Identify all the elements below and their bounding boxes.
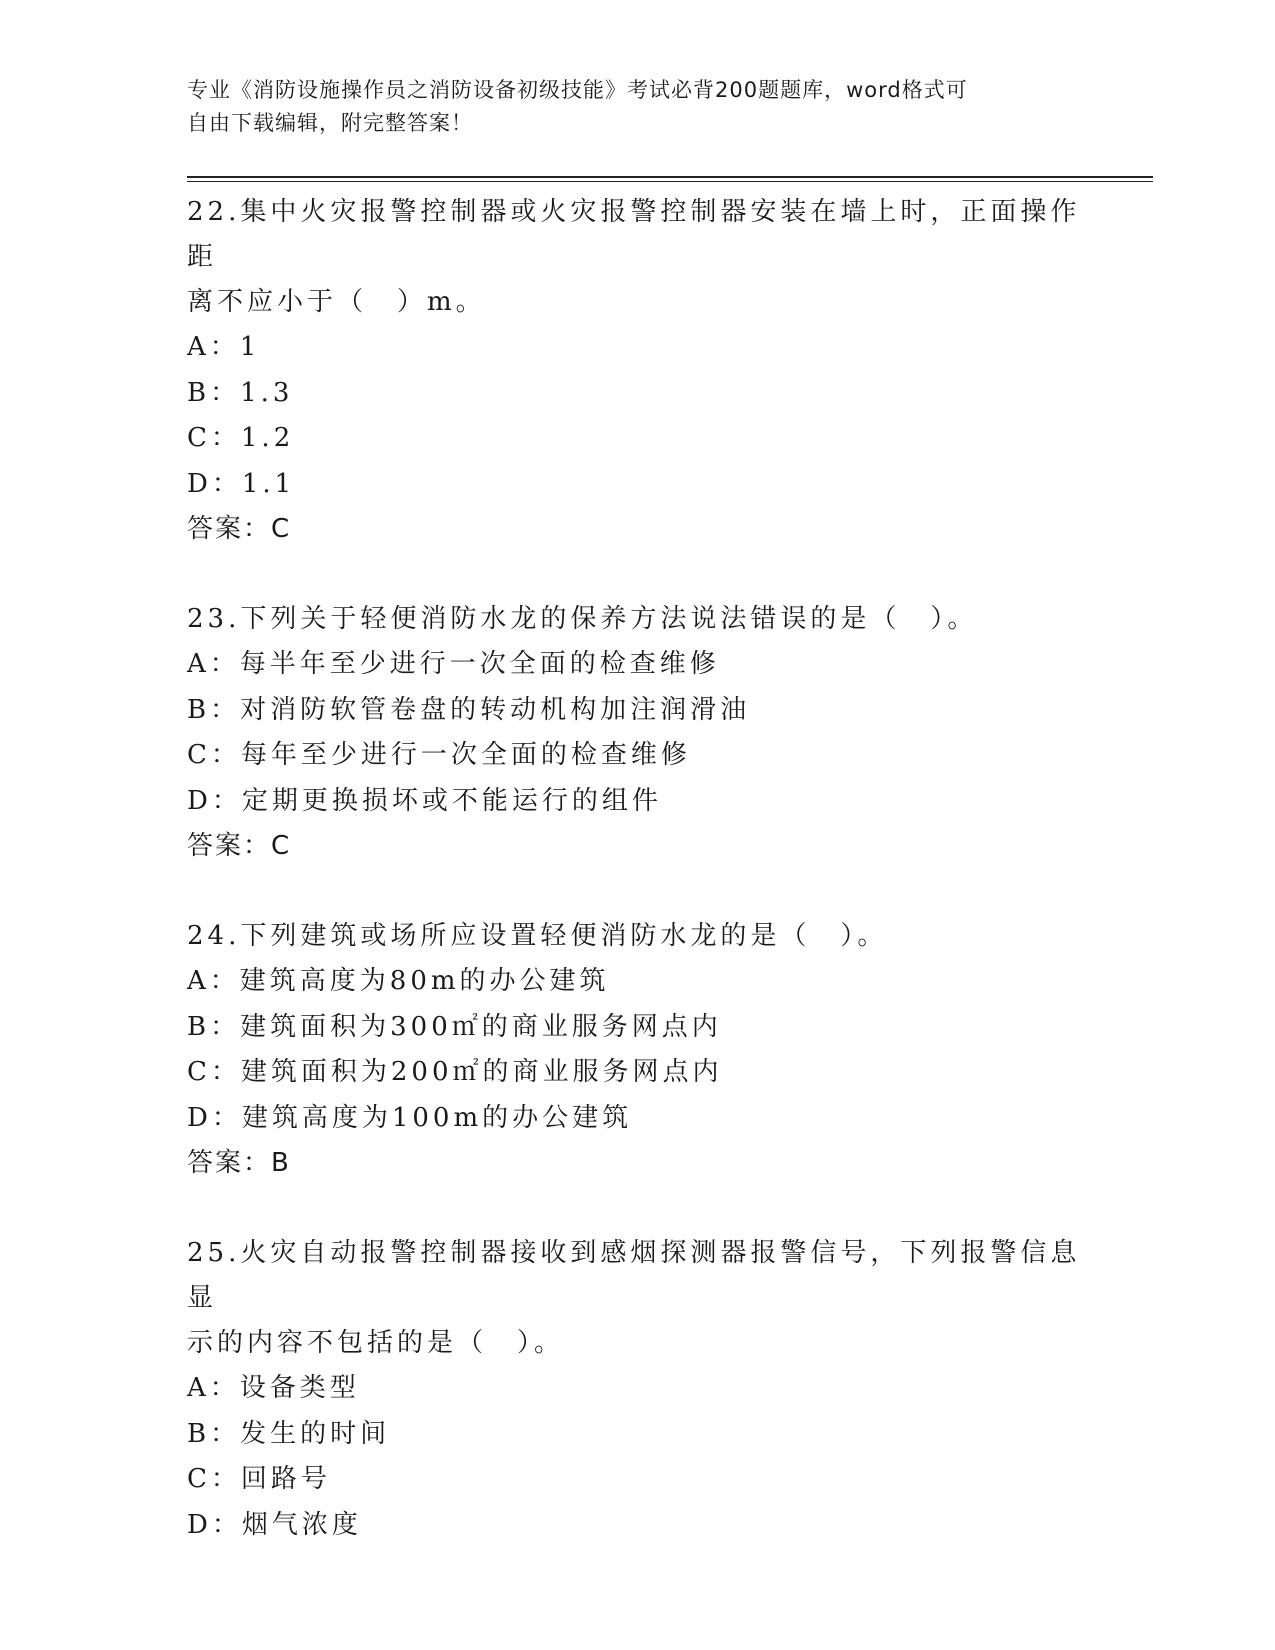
answer-label: 答案：C (187, 831, 292, 861)
question-stem: 25.火灾自动报警控制器接收到感烟探测器报警信号，下列报警信息显 (187, 1238, 1081, 1313)
header-line-1: 专业《消防设施操作员之消防设备初级技能》考试必背200题题库，word格式可 (187, 78, 968, 102)
question-24 (187, 914, 1087, 1186)
question-22 (187, 190, 1087, 552)
option-c: C：回路号 (187, 1464, 331, 1494)
answer-label: 答案：B (187, 1148, 291, 1178)
option-b: B：发生的时间 (187, 1418, 391, 1449)
question-stem: 22.集中火灾报警控制器或火灾报警控制器安装在墙上时，正面操作距 (187, 197, 1081, 272)
question-23 (187, 597, 1087, 869)
option-b: B：对消防软管卷盘的转动机构加注润滑油 (187, 694, 751, 725)
question-25 (187, 1231, 1087, 1548)
option-a: A：设备类型 (187, 1373, 360, 1403)
option-d: D：定期更换损坏或不能运行的组件 (187, 785, 662, 816)
option-c: C：建筑面积为200㎡的商业服务网点内 (187, 1057, 723, 1087)
question-list (187, 190, 1087, 1593)
option-c: C：1.2 (187, 423, 295, 453)
option-c: C：每年至少进行一次全面的检查维修 (187, 740, 691, 770)
option-d: D：1.1 (187, 468, 296, 499)
option-a: A：建筑高度为80m的办公建筑 (187, 966, 610, 996)
option-b: B：1.3 (187, 377, 294, 408)
option-a: A：1 (187, 332, 261, 362)
option-d: D：烟气浓度 (187, 1509, 362, 1540)
option-a: A：每半年至少进行一次全面的检查维修 (187, 649, 720, 679)
question-stem-continued: 离不应小于（ ）m。 (187, 287, 486, 317)
answer-label: 答案：C (187, 514, 292, 544)
question-stem: 23.下列关于轻便消防水龙的保养方法说法错误的是（ ）。 (187, 604, 978, 634)
header-divider-thick (187, 176, 1153, 178)
option-b: B：建筑面积为300㎡的商业服务网点内 (187, 1011, 722, 1042)
question-stem: 24.下列建筑或场所应设置轻便消防水龙的是（ ）。 (187, 921, 888, 951)
header-divider-thin (187, 181, 1153, 182)
question-stem-continued: 示的内容不包括的是（ ）。 (187, 1328, 565, 1358)
option-d: D：建筑高度为100m的办公建筑 (187, 1102, 633, 1133)
header-line-2: 自由下载编辑，附完整答案！ (187, 111, 473, 135)
document-header (187, 74, 1067, 140)
